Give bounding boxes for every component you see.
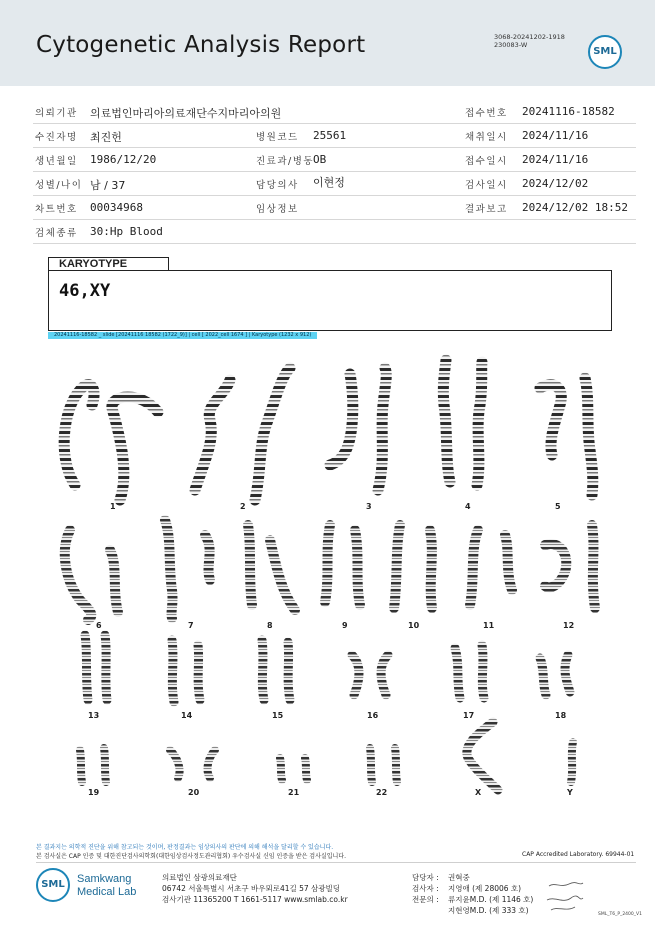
patient-name-value: 최진헌 bbox=[90, 131, 122, 144]
chromosome-10-pair bbox=[394, 525, 432, 608]
chromosome-label-3: 3 bbox=[366, 502, 372, 511]
staff-label-specialist: 전문의 : bbox=[412, 895, 439, 904]
karyotype-result: 46,XY bbox=[59, 281, 111, 301]
chromosome-label-11: 11 bbox=[483, 621, 495, 630]
chromosome-20-pair bbox=[170, 750, 215, 778]
collection-date-label: 채취일시 bbox=[465, 132, 508, 143]
chromosome-9-pair bbox=[325, 525, 360, 605]
receipt-no-label: 접수번호 bbox=[465, 108, 508, 119]
chromosome-13-pair bbox=[85, 635, 107, 700]
signature-marks bbox=[545, 880, 585, 914]
org-phone: 검사기관 11365200 T 1661-5117 www.smlab.co.kr bbox=[162, 895, 348, 904]
patient-name-label: 수진자명 bbox=[35, 132, 78, 143]
chromosome-label-17: 17 bbox=[463, 711, 475, 720]
info-row bbox=[33, 148, 636, 172]
chromosome-label-18: 18 bbox=[555, 711, 567, 720]
report-subcode: 230083-W bbox=[494, 41, 528, 49]
chromosome-21-pair bbox=[280, 758, 307, 780]
chromosome-label-14: 14 bbox=[181, 711, 193, 720]
ward-code-label: 병원코드 bbox=[256, 132, 299, 143]
karyotype-tab: KARYOTYPE bbox=[48, 257, 169, 271]
chromosome-17-pair bbox=[455, 645, 484, 698]
chromosome-2-pair bbox=[195, 368, 290, 500]
info-row bbox=[33, 124, 636, 148]
chromosome-label-8: 8 bbox=[267, 621, 273, 630]
staff-tester: 지영애 (제 28006 호) bbox=[448, 884, 522, 893]
chromosome-7-pair bbox=[165, 520, 210, 618]
chromosome-label-4: 4 bbox=[465, 502, 471, 511]
doctor-label: 담당의사 bbox=[256, 180, 299, 191]
clinical-info-label: 임상정보 bbox=[256, 204, 299, 215]
chromosome-5-pair bbox=[540, 378, 593, 495]
staff-label-manager: 담당자 : bbox=[412, 873, 439, 882]
chromosome-y bbox=[571, 742, 573, 782]
chromosome-15-pair bbox=[262, 640, 290, 700]
institution-value: 의료법인마리아의료재단수지마리아의원 bbox=[90, 107, 282, 120]
karyogram-svg bbox=[0, 350, 655, 810]
karyotype-result-box bbox=[48, 270, 612, 331]
test-date-label: 검사일시 bbox=[465, 180, 508, 191]
doctor-value: 이현정 bbox=[313, 176, 345, 189]
chromosome-label-10: 10 bbox=[408, 621, 420, 630]
chromosome-label-y: Y bbox=[567, 788, 573, 797]
chromosome-14-pair bbox=[172, 640, 200, 702]
chromosome-label-16: 16 bbox=[367, 711, 379, 720]
receipt-date-value: 2024/11/16 bbox=[522, 153, 589, 166]
test-date-value: 2024/12/02 bbox=[522, 177, 589, 190]
info-row bbox=[33, 172, 636, 196]
chromosome-label-9: 9 bbox=[342, 621, 348, 630]
chromosome-label-1: 1 bbox=[110, 502, 116, 511]
accreditation-note: 본 검사실은 CAP 인증 및 대한진단검사의학회(대한임상검사정도관리협회) 우수검사실 신임 인증을 받은 검사실입니다. bbox=[36, 853, 346, 860]
report-header bbox=[0, 0, 655, 86]
chromosome-12-pair bbox=[545, 525, 595, 608]
receipt-no-value: 20241116-18582 bbox=[522, 105, 615, 118]
chromosome-22-pair bbox=[370, 748, 397, 782]
chromosome-label-13: 13 bbox=[88, 711, 100, 720]
collection-date-value: 2024/11/16 bbox=[522, 129, 589, 142]
chromosome-label-21: 21 bbox=[288, 788, 300, 797]
sex-age-label: 성별/나이 bbox=[35, 180, 83, 191]
chromosome-label-22: 22 bbox=[376, 788, 388, 797]
chromosome-label-2: 2 bbox=[240, 502, 246, 511]
footer-divider bbox=[36, 862, 636, 863]
chromosome-label-12: 12 bbox=[563, 621, 575, 630]
disclaimer-note: 본 결과지는 의학적 진단을 위해 참고되는 것이며, 판정결과는 임상의사의 판단에 의해 해석을 달리할 수 있습니다. bbox=[36, 844, 334, 851]
chromosome-label-7: 7 bbox=[188, 621, 194, 630]
brand-line2: Medical Lab bbox=[77, 886, 137, 898]
chromosome-x bbox=[467, 722, 498, 790]
org-name: 의료법인 삼광의료재단 bbox=[162, 873, 237, 882]
info-row bbox=[33, 196, 636, 220]
chromosome-label-15: 15 bbox=[272, 711, 284, 720]
org-address: 06742 서울특별시 서초구 바우뫼로41길 57 삼광빌딩 bbox=[162, 884, 341, 893]
birth-date-value: 1986/12/20 bbox=[90, 153, 157, 166]
chromosome-11-pair bbox=[470, 530, 512, 605]
chromosome-1-pair bbox=[64, 385, 158, 500]
info-row bbox=[33, 220, 636, 244]
info-row bbox=[33, 100, 636, 124]
report-code: 3068-20241202-1918 bbox=[494, 33, 565, 41]
staff-label-tester: 검사자 : bbox=[412, 884, 439, 893]
form-code: SML_T6_P_2400_V1 bbox=[598, 912, 642, 917]
sex-age-value: 남 / 37 bbox=[90, 179, 126, 192]
ward-code-value: 25561 bbox=[313, 129, 347, 142]
brand-line1: Samkwang bbox=[77, 873, 132, 885]
samkwang-logo-icon: SML bbox=[36, 868, 70, 902]
department-label: 진료과/병동 bbox=[256, 156, 315, 167]
specimen-label: 검체종류 bbox=[35, 228, 78, 239]
chromosome-label-5: 5 bbox=[555, 502, 561, 511]
staff-specialist-1: 류지윤M.D. (제 1146 호) bbox=[448, 895, 534, 904]
department-value: OB bbox=[313, 153, 327, 166]
chromosome-label-20: 20 bbox=[188, 788, 200, 797]
chromosome-4-pair bbox=[443, 360, 482, 485]
chromosome-6-pair bbox=[65, 530, 118, 620]
karyogram-image bbox=[0, 350, 655, 810]
report-title: Cytogenetic Analysis Report bbox=[36, 32, 366, 58]
chromosome-19-pair bbox=[80, 748, 106, 782]
sml-logo-icon: SML bbox=[588, 35, 622, 69]
report-date-value: 2024/12/02 18:52 bbox=[522, 201, 628, 214]
report-date-label: 결과보고 bbox=[465, 204, 508, 215]
chromosome-16-pair bbox=[352, 655, 388, 695]
chromosome-3-pair bbox=[330, 368, 386, 490]
specimen-value: 30:Hp Blood bbox=[90, 225, 163, 238]
chromosome-18-pair bbox=[540, 655, 570, 695]
chromosome-label-6: 6 bbox=[96, 621, 102, 630]
chromosome-label-x: X bbox=[475, 788, 482, 797]
image-caption: 20241116-18582 _ slide [20241116 18582 (1722_9)] | cell [ 2022_cell 1674 ] | Karyotype (1232 x 912) bbox=[48, 332, 317, 339]
cap-accreditation: CAP Accredited Laboratory. 69944-01 bbox=[522, 851, 635, 858]
chromosome-label-19: 19 bbox=[88, 788, 100, 797]
institution-label: 의뢰기관 bbox=[35, 108, 78, 119]
chart-no-label: 차트번호 bbox=[35, 204, 78, 215]
chart-no-value: 00034968 bbox=[90, 201, 143, 214]
staff-manager: 권혁중 bbox=[448, 873, 470, 882]
staff-specialist-2: 지현영M.D. (제 333 호) bbox=[448, 906, 529, 915]
birth-date-label: 생년월일 bbox=[35, 156, 78, 167]
receipt-date-label: 접수일시 bbox=[465, 156, 508, 167]
chromosome-8-pair bbox=[248, 525, 295, 610]
